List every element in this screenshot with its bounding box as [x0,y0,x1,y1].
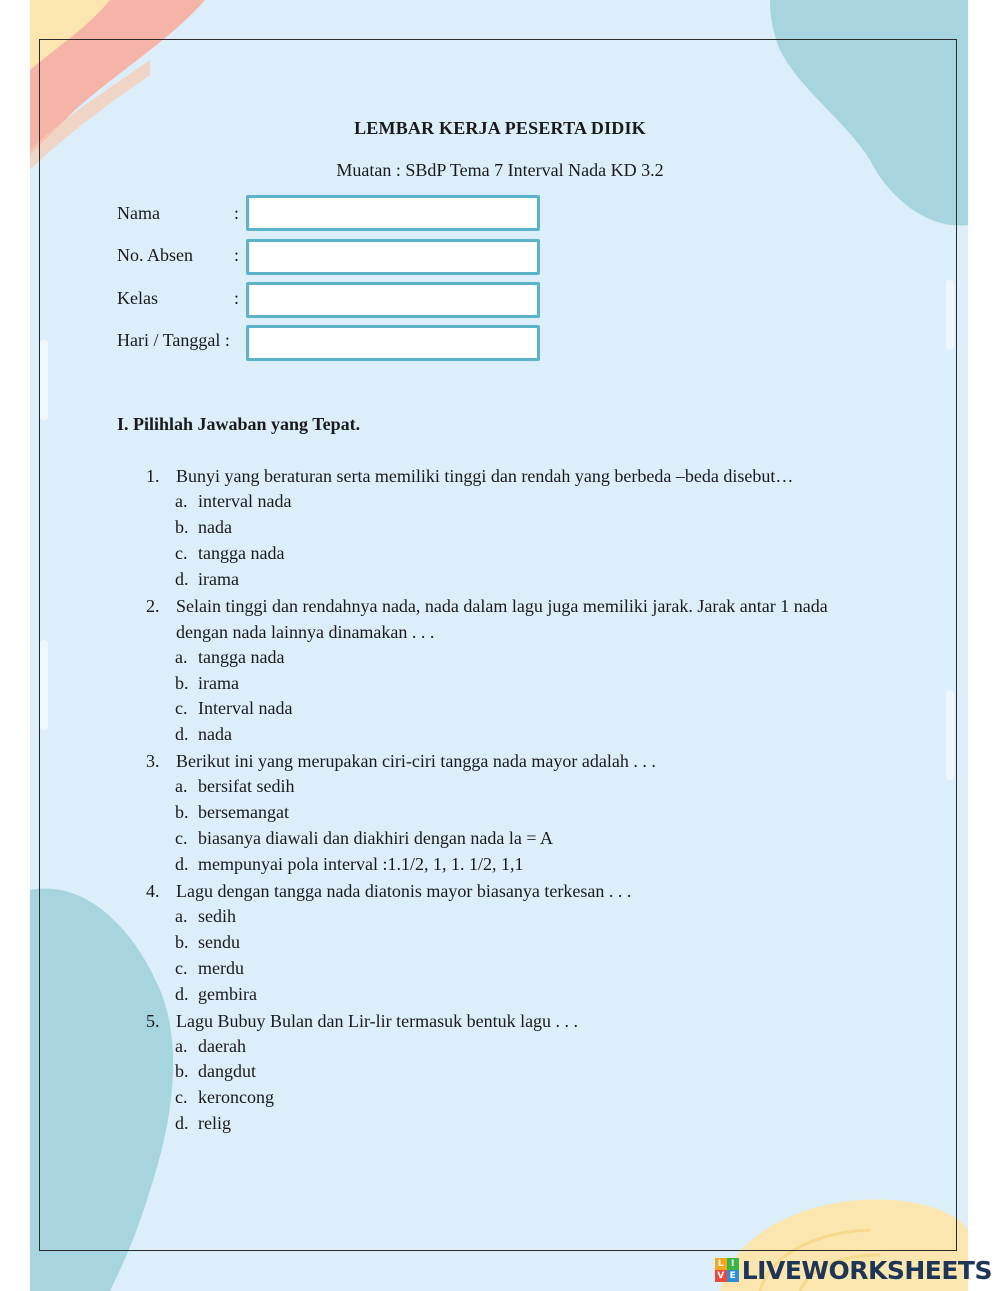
hari-tanggal-input[interactable] [246,325,540,361]
field-colon: : [234,203,240,223]
option-letter: a. [175,491,188,511]
option-letter: c. [175,1087,188,1108]
option-text: gembira [198,983,257,1004]
worksheet-subtitle: Muatan : SBdP Tema 7 Interval Nada KD 3.2 [336,160,664,180]
question-number: 2. [146,595,160,616]
liveworksheets-logo-icon [715,1258,739,1282]
field-colon: : [234,245,240,265]
option-text: daerah [198,1035,246,1056]
section-heading: I. Pilihlah Jawaban yang Tepat. [117,414,361,434]
question-2 [146,593,866,645]
field-label-hari-tanggal: Hari / Tanggal : [117,330,230,350]
logo-letter: E [727,1270,739,1282]
option-1b [146,515,866,541]
question-number: 1. [146,466,160,486]
logo-letter: L [715,1258,727,1270]
option-5a [146,1034,866,1060]
question-number: 5. [146,1010,160,1031]
option-2c [146,696,866,722]
option-3b [146,800,866,826]
option-letter: a. [175,1035,188,1056]
option-text: nada [198,516,232,537]
question-text: Lagu Bubuy Bulan dan Lir-lir termasuk bentuk lagu . . . [176,1010,579,1031]
option-text: sedih [198,905,236,926]
field-label-nama: Nama [117,203,160,223]
question-1 [146,463,866,489]
nama-input[interactable] [246,195,540,231]
question-list [146,463,866,1137]
question-5 [146,1008,866,1034]
option-text: Interval nada [198,698,293,719]
kelas-input[interactable] [246,282,540,318]
option-4b [146,930,866,956]
option-text: sendu [198,931,240,952]
option-1d [146,567,866,593]
option-text: irama [198,568,239,589]
option-2b [146,671,866,697]
option-text: nada [198,724,232,745]
field-label-no-absen: No. Absen [117,245,193,265]
option-4d [146,982,866,1008]
question-text: Selain tinggi dan rendahnya nada, nada dalam lagu juga memiliki jarak. Jarak antar 1 nada dengan nada lainnya dinamakan . . . [176,595,828,642]
liveworksheets-brand[interactable] [715,1254,992,1286]
option-letter: c. [175,828,188,849]
option-text: mempunyai pola interval :1.1/2, 1, 1. 1/2, 1,1 [198,853,524,874]
option-letter: a. [175,905,188,926]
logo-letter: V [715,1270,727,1282]
option-text: relig [198,1113,231,1134]
option-letter: b. [175,672,189,693]
option-letter: b. [175,1061,189,1082]
option-text: dangdut [198,1061,256,1082]
option-1a [146,489,866,515]
option-letter: d. [175,568,189,589]
option-3a [146,774,866,800]
option-letter: d. [175,853,189,874]
option-letter: a. [175,646,188,667]
option-3d [146,852,866,878]
option-text: tangga nada [198,542,285,563]
option-5d [146,1111,866,1137]
field-label-kelas: Kelas [117,288,158,308]
option-letter: b. [175,802,189,823]
option-5c [146,1085,866,1111]
option-text: irama [198,672,239,693]
question-number: 4. [146,880,160,901]
option-5b [146,1059,866,1085]
question-number: 3. [146,751,160,772]
option-text: merdu [198,957,244,978]
option-letter: b. [175,931,189,952]
option-4a [146,904,866,930]
brand-name: LIVEWORKSHEETS [741,1255,992,1285]
option-text: biasanya diawali dan diakhiri dengan nada la = A [198,828,554,849]
question-text: Berikut ini yang merupakan ciri-ciri tangga nada mayor adalah . . . [176,751,656,772]
option-letter: b. [175,516,189,537]
option-text: tangga nada [198,646,285,667]
question-text: Lagu dengan tangga nada diatonis mayor biasanya terkesan . . . [176,880,632,901]
option-letter: c. [175,698,188,719]
option-letter: c. [175,542,188,563]
option-2d [146,722,866,748]
option-text: keroncong [198,1087,274,1108]
option-4c [146,956,866,982]
option-text: interval nada [198,491,292,511]
field-colon: : [234,288,240,308]
option-letter: c. [175,957,188,978]
option-letter: a. [175,776,188,797]
question-4 [146,878,866,904]
worksheet-title: LEMBAR KERJA PESERTA DIDIK [354,118,646,138]
option-text: bersifat sedih [198,776,295,797]
option-2a [146,645,866,671]
option-letter: d. [175,1113,189,1134]
question-text: Bunyi yang beraturan serta memiliki tinggi dan rendah yang berbeda –beda disebut… [176,466,794,486]
logo-letter: I [727,1258,739,1270]
option-letter: d. [175,724,189,745]
option-text: bersemangat [198,802,289,823]
option-letter: d. [175,983,189,1004]
option-3c [146,826,866,852]
question-3 [146,748,866,774]
option-1c [146,541,866,567]
no-absen-input[interactable] [246,239,540,275]
